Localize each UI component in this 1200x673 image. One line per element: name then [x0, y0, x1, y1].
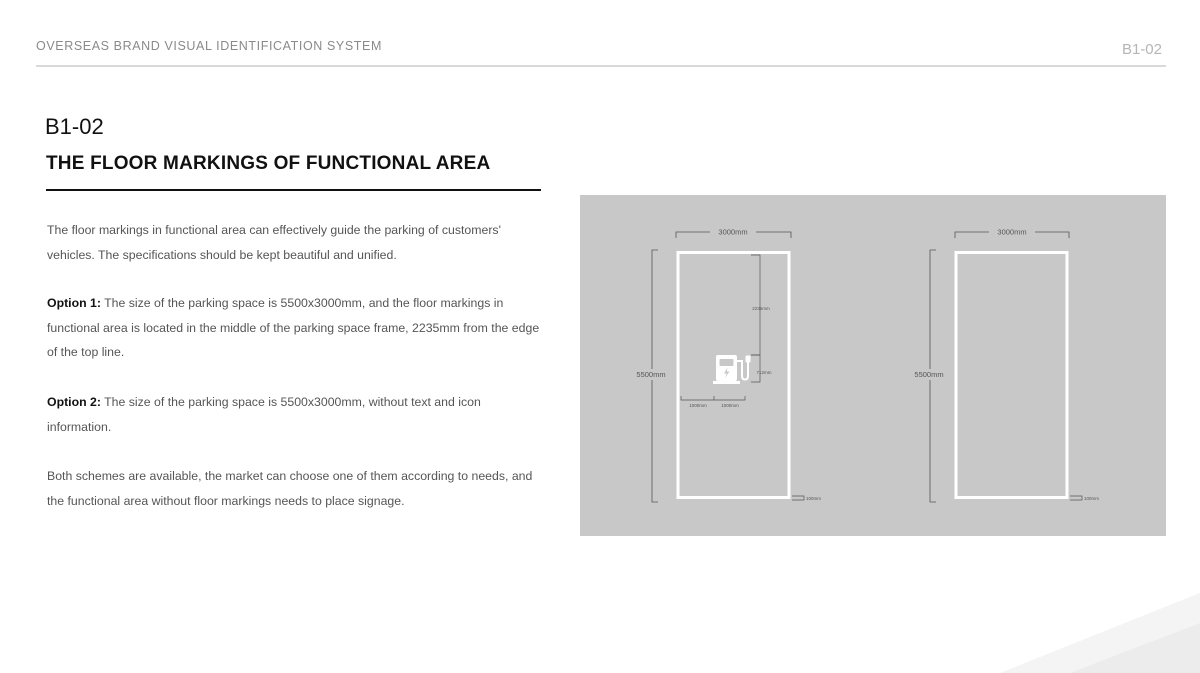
option1-icon-height-label: 712mm [756, 370, 772, 375]
option2-width-label: 3000mm [997, 227, 1027, 237]
option1-line-width-dimension [792, 496, 804, 500]
option1-length-label: 5500mm [636, 370, 666, 379]
option1-icon-right-label: 1000mm [721, 403, 739, 408]
option2-paragraph [47, 390, 547, 439]
system-title: OVERSEAS BRAND VISUAL IDENTIFICATION SYSTEM [36, 39, 382, 53]
option1-width-label: 3000mm [718, 227, 748, 237]
intro-paragraph: The floor markings in functional area can effectively guide the parking of customers' vehicles. The specifications should be kept beautiful and unified. [47, 223, 501, 262]
option1-icon-offset-dimension [681, 396, 745, 400]
option1-top-offset-label: 2235mm [752, 306, 770, 311]
option1-label: Option 1: [47, 296, 101, 310]
header-divider [36, 65, 1166, 67]
section-title: THE FLOOR MARKINGS OF FUNCTIONAL AREA [46, 153, 491, 174]
option1-diagram [630, 226, 821, 502]
section-code: B1-02 [45, 114, 104, 139]
option2-label: Option 2: [47, 395, 101, 409]
option2-length-label: 5500mm [914, 370, 944, 379]
corner-decoration [1000, 593, 1200, 673]
option1-icon-left-label: 1000mm [689, 403, 707, 408]
option1-paragraph [47, 291, 547, 365]
title-underline [46, 189, 541, 191]
option1-text: The size of the parking space is 5500x3000mm, and the floor markings in functional area is located in the middle of the parking space frame, 2235mm from the edge of the top line. [47, 296, 540, 359]
ev-charging-station-icon [713, 355, 751, 384]
parking-diagram [580, 195, 1166, 536]
parking-diagram-panel [580, 195, 1166, 536]
option2-line-width-dimension [1070, 496, 1082, 500]
option1-icon-height-dimension [751, 355, 760, 382]
option2-parking-frame [956, 253, 1067, 498]
option1-top-offset-dimension [751, 255, 760, 355]
option2-line-width-label: 100mm [1084, 496, 1100, 501]
option2-text: The size of the parking space is 5500x3000mm, without text and icon information. [47, 395, 481, 434]
option1-line-width-label: 100mm [806, 496, 822, 501]
conclusion-paragraph: Both schemes are available, the market can choose one of them according to needs, and the functional area without floor markings needs to place signage. [47, 469, 533, 508]
page-code: B1-02 [1121, 41, 1162, 58]
option2-diagram [908, 226, 1099, 502]
